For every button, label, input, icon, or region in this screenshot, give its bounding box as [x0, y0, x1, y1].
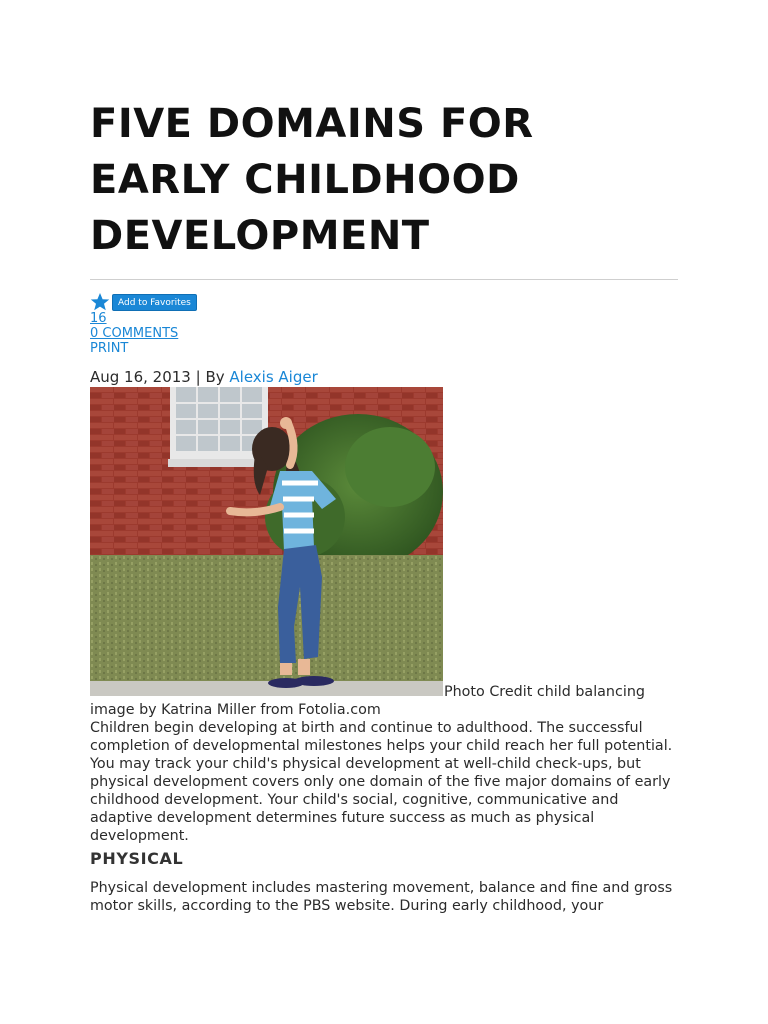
intro-paragraph: Children begin developing at birth and continue to adulthood. The successful completion of developmental milestones helps your child reach her full potential. You may track your child's physical development at well-child check-ups, but physical development covers only one domain of the five major domains of early childhood development. Your child's social, cognitive, communicative and adaptive development determines future success as much as physical development.	[90, 720, 673, 844]
page-title: FIVE DOMAINS FOR EARLY CHILDHOOD DEVELOPMENT	[90, 101, 534, 259]
byline	[90, 368, 318, 386]
comments-link[interactable]: 0 COMMENTS	[90, 326, 179, 341]
author-link[interactable]: Alexis Aiger	[229, 368, 318, 386]
print-link[interactable]: PRINT	[90, 341, 129, 356]
section-heading-physical: PHYSICAL	[90, 849, 184, 868]
child-balancing-photo	[90, 387, 443, 696]
physical-paragraph: Physical development includes mastering movement, balance and fine and gross motor skills, according to the PBS website. During early childhood, your	[90, 880, 673, 914]
star-icon[interactable]	[90, 292, 110, 312]
favorites-count-link[interactable]: 16	[90, 311, 107, 326]
photo-caption: Photo Credit child balancing image by Katrina Miller from Fotolia.com	[90, 684, 645, 718]
favorites-row	[90, 292, 197, 312]
add-to-favorites-button[interactable]: Add to Favorites	[112, 294, 197, 311]
article-actions	[90, 311, 178, 356]
byline-date: Aug 16, 2013 | By	[90, 368, 230, 386]
article-photo	[90, 387, 443, 696]
title-divider	[90, 279, 678, 280]
